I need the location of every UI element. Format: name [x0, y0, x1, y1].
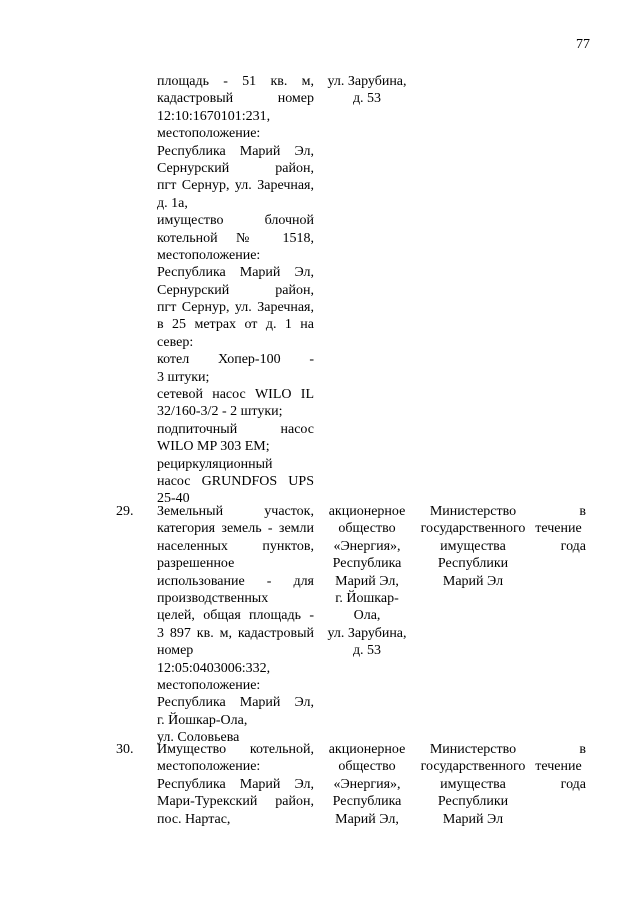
owner-line: ул. Зарубина, [327, 74, 407, 89]
description-line: рециркуляционный [157, 456, 273, 472]
description-line: местоположение: [157, 247, 261, 263]
owner-line: общество [338, 759, 396, 775]
responsible-body-line: Министерство [429, 742, 517, 757]
description-line: Республика Марий Эл, [157, 143, 314, 159]
property-description [157, 741, 314, 828]
owner-line: Ола, [353, 608, 381, 624]
deadline-line: течение [535, 759, 582, 775]
description-line: сетевой насос WILO IL [157, 387, 314, 403]
deadline-line: года [560, 538, 586, 554]
description-line: кадастровый номер [157, 91, 314, 107]
responsible-body-line: Марий Эл [442, 573, 504, 589]
deadline [531, 741, 586, 793]
responsible-body-line: государственного [420, 521, 526, 537]
description-line: использование - для [157, 573, 314, 589]
owner-line: акционерное [328, 742, 406, 757]
owner-line: акционерное [328, 504, 406, 519]
description-line: разрешенное [157, 556, 235, 572]
description-line: котельной № 1518, [157, 230, 314, 246]
description-line: в 25 метрах от д. 1 на [157, 317, 314, 333]
description-line: 3 штуки; [157, 369, 210, 385]
responsible-body-line: Республики [437, 794, 509, 810]
description-line: имущество блочной [157, 213, 314, 229]
responsible-body [420, 741, 526, 828]
owner-line: «Энергия», [333, 776, 401, 792]
description-line: местоположение: [157, 759, 261, 775]
responsible-body [420, 503, 526, 590]
description-line: насос GRUNDFOS UPS [157, 473, 314, 489]
description-line: целей, общая площадь - [157, 608, 314, 624]
description-line: д. 1а, [157, 195, 188, 211]
owner-line: Марий Эл, [335, 811, 399, 827]
owner-line: д. 53 [352, 91, 382, 107]
description-line: производственных [157, 590, 269, 606]
owner-line: ул. Зарубина, [327, 625, 407, 641]
deadline [531, 503, 586, 555]
responsible-body-line: Марий Эл [442, 811, 504, 827]
owner-line: Марий Эл, [335, 573, 399, 589]
description-line: категория земель - земли [157, 521, 314, 537]
description-line: местоположение: [157, 677, 261, 693]
description-line: пгт Сернур, ул. Заречная, [157, 178, 314, 194]
description-line: Мари-Турекский район, [157, 794, 314, 810]
description-line: Земельный участок, [157, 504, 314, 519]
description-line: 12:05:0403006:332, [157, 660, 271, 676]
description-line: подпиточный насос [157, 421, 314, 437]
deadline-line: в [579, 742, 586, 757]
row-number: 29. [116, 504, 134, 519]
deadline-line: года [560, 776, 586, 792]
description-line: Республика Марий Эл, [157, 776, 314, 792]
responsible-body-line: государственного [420, 759, 526, 775]
responsible-body-line: имущества [440, 538, 506, 554]
description-line: WILO MP 303 EM; [157, 439, 270, 455]
responsible-body-line: имущества [440, 776, 506, 792]
description-line: север: [157, 334, 194, 350]
description-line: Республика Марий Эл, [157, 695, 314, 711]
continuation-owner [322, 73, 412, 108]
page-number: 77 [576, 37, 590, 52]
owner-line: Республика [332, 794, 402, 810]
description-line: Сернурский район, [157, 282, 314, 298]
description-line: населенных пунктов, [157, 538, 314, 554]
description-line: Сернурский район, [157, 160, 314, 176]
description-line: 3 897 кв. м, кадастровый [157, 625, 314, 641]
deadline-line: в [579, 504, 586, 519]
description-line: номер [157, 643, 194, 659]
description-line: 25-40 [157, 491, 190, 507]
responsible-body-line: Республики [437, 556, 509, 572]
description-line: ул. Соловьева [157, 730, 240, 746]
description-line: пгт Сернур, ул. Заречная, [157, 300, 314, 316]
description-line: местоположение: [157, 126, 261, 142]
owner-line: Республика [332, 556, 402, 572]
owner-line: общество [338, 521, 396, 537]
description-line: 32/160-3/2 - 2 штуки; [157, 404, 283, 420]
property-holder [322, 503, 412, 660]
continuation-description [157, 73, 314, 508]
responsible-body-line: Министерство [429, 504, 517, 519]
owner-line: д. 53 [352, 643, 382, 659]
description-line: Республика Марий Эл, [157, 265, 314, 281]
description-line: 12:10:1670101:231, [157, 108, 271, 124]
owner-line: г. Йошкар- [335, 590, 399, 606]
property-holder [322, 741, 412, 828]
deadline-line: течение [535, 521, 582, 537]
description-line: Имущество котельной, [157, 742, 314, 757]
description-line: площадь - 51 кв. м, [157, 74, 314, 89]
description-line: г. Йошкар-Ола, [157, 712, 248, 728]
description-line: пос. Нартас, [157, 811, 231, 827]
description-line: котел Хопер-100 - [157, 352, 314, 368]
owner-line: «Энергия», [333, 538, 401, 554]
row-number: 30. [116, 742, 134, 757]
property-description [157, 503, 314, 746]
